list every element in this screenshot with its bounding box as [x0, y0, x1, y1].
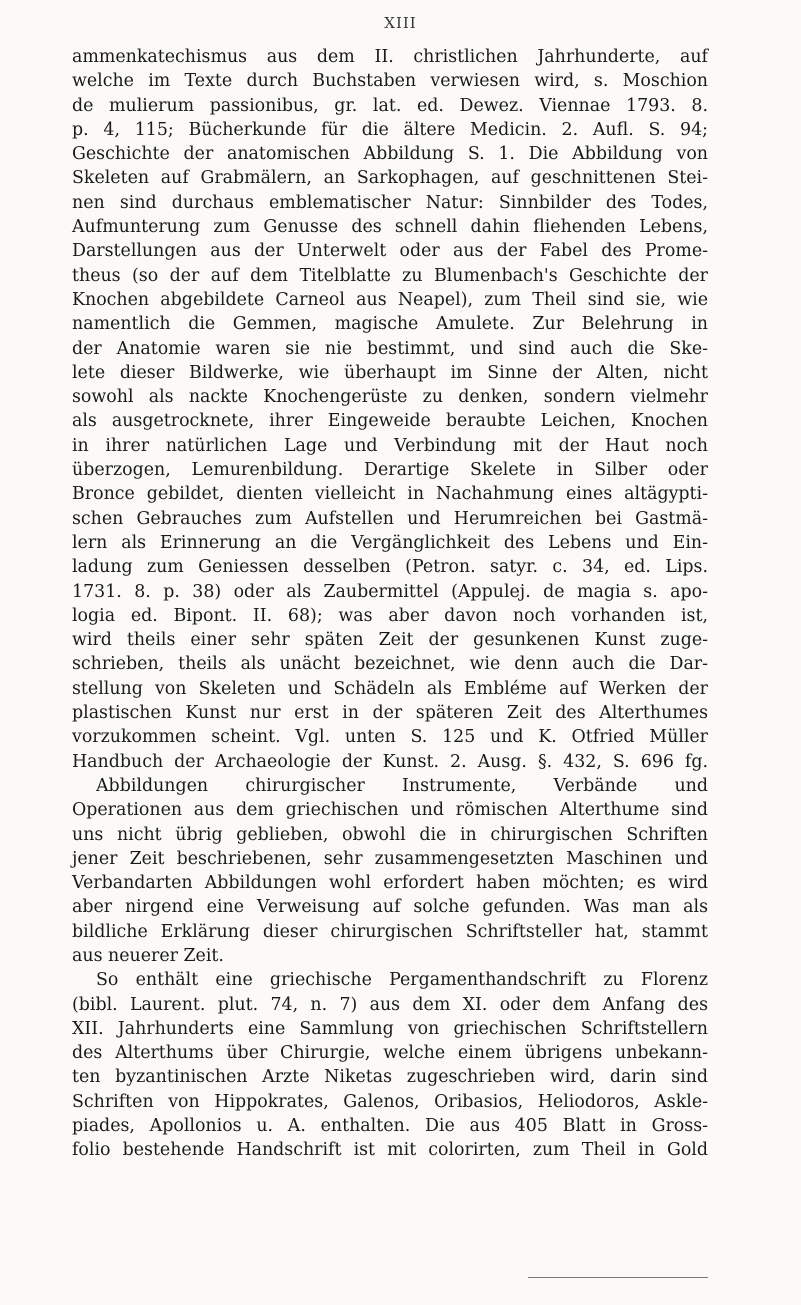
text-line: Operationen aus dem griechischen und römischen Alterthume sind — [72, 800, 708, 821]
text-line: stellung von Skeleten und Schädeln als Embléme auf Werken der — [72, 678, 708, 699]
text-line: Darstellungen aus der Unterwelt oder aus der Fabel des Prome- — [72, 241, 708, 262]
text-line: Bronce gebildet, dienten vielleicht in Nachahmung eines altägypti- — [72, 484, 708, 505]
text-line: folio bestehende Handschrift ist mit colorirten, zum Theil in Gold — [72, 1140, 708, 1161]
text-line: plastischen Kunst nur erst in der späteren Zeit des Alterthumes — [72, 703, 708, 724]
text-line: Schriften von Hippokrates, Galenos, Oribasios, Heliodoros, Askle- — [72, 1091, 708, 1112]
text-line: ammenkatechismus aus dem II. christlichen Jahrhunderte, auf — [72, 47, 708, 67]
text-line: ten byzantinischen Arzte Niketas zugeschrieben wird, darin sind — [72, 1067, 708, 1088]
text-line: lete dieser Bildwerke, wie überhaupt im Sinne der Alten, nicht — [72, 362, 708, 383]
text-line: jener Zeit beschriebenen, sehr zusammengesetzten Maschinen und — [72, 848, 708, 869]
text-line: nen sind durchaus emblematischer Natur: Sinnbilder des Todes, — [72, 192, 708, 213]
text-line: Aufmunterung zum Genusse des schnell dahin fliehenden Lebens, — [72, 217, 708, 238]
footer-rule — [528, 1277, 708, 1278]
text-line: logia ed. Bipont. II. 68); was aber davon noch vorhanden ist, — [72, 605, 708, 626]
text-line: Knochen abgebildete Carneol aus Neapel), zum Theil sind sie, wie — [72, 289, 708, 310]
text-line: bildliche Erklärung dieser chirurgischen Schriftsteller hat, stammt — [72, 921, 708, 942]
body-text — [72, 45, 708, 1163]
text-line: vorzukommen scheint. Vgl. unten S. 125 und K. Otfried Müller — [72, 727, 708, 748]
page-number: XIII — [384, 14, 417, 32]
text-line: theus (so der auf dem Titelblatte zu Blumenbach's Geschichte der — [72, 265, 708, 286]
text-line: piades, Apollonios u. A. enthalten. Die aus 405 Blatt in Gross- — [72, 1116, 708, 1137]
text-line: als ausgetrocknete, ihrer Eingeweide beraubte Leichen, Knochen — [72, 411, 708, 432]
text-line: p. 4, 115; Bücherkunde für die ältere Medicin. 2. Aufl. S. 94; — [72, 119, 708, 140]
text-line: Handbuch der Archaeologie der Kunst. 2. Ausg. §. 432, S. 696 fg. — [72, 751, 708, 772]
text-line: lern als Erinnerung an die Vergänglichkeit des Lebens und Ein- — [72, 532, 708, 553]
text-line: de mulierum passionibus, gr. lat. ed. Dewez. Viennae 1793. 8. — [72, 95, 708, 116]
text-line: Verbandarten Abbildungen wohl erfordert haben möchten; es wird — [72, 873, 708, 894]
text-line: 1731. 8. p. 38) oder als Zaubermittel (Appulej. de magia s. apo- — [72, 581, 708, 602]
text-line: ladung zum Geniessen desselben (Petron. satyr. c. 34, ed. Lips. — [72, 557, 708, 578]
text-line: der Anatomie waren sie nie bestimmt, und sind auch die Ske- — [72, 338, 708, 359]
text-line: in ihrer natürlichen Lage und Verbindung mit der Haut noch — [72, 435, 708, 456]
text-line: (bibl. Laurent. plut. 74, n. 7) aus dem XI. oder dem Anfang des — [72, 994, 708, 1015]
text-line: Geschichte der anatomischen Abbildung S. 1. Die Abbildung von — [72, 144, 708, 165]
text-line: schen Gebrauches zum Aufstellen und Herumreichen bei Gastmä- — [72, 508, 708, 529]
text-line: überzogen, Lemurenbildung. Derartige Skelete in Silber oder — [72, 460, 708, 481]
text-line: welche im Texte durch Buchstaben verwiesen wird, s. Moschion — [72, 71, 708, 92]
text-line: Abbildungen chirurgischer Instrumente, Verbände und — [96, 775, 708, 796]
text-line: XII. Jahrhunderts eine Sammlung von griechischen Schriftstellern — [72, 1018, 708, 1039]
text-line: des Alterthums über Chirurgie, welche einem übrigens unbekann- — [72, 1043, 708, 1064]
text-line: schrieben, theils als unächt bezeichnet, wie denn auch die Dar- — [72, 654, 708, 675]
text-line: uns nicht übrig geblieben, obwohl die in chirurgischen Schriften — [72, 824, 708, 845]
text-line: aus neuerer Zeit. — [72, 945, 224, 966]
text-line: So enthält eine griechische Pergamenthandschrift zu Florenz — [96, 970, 708, 991]
text-line: aber nirgend eine Verweisung auf solche gefunden. Was man als — [72, 897, 708, 918]
text-line: namentlich die Gemmen, magische Amulete. Zur Belehrung in — [72, 314, 708, 335]
text-line: sowohl als nackte Knochengerüste zu denken, sondern vielmehr — [72, 387, 708, 408]
text-line: wird theils einer sehr späten Zeit der gesunkenen Kunst zuge- — [72, 630, 708, 651]
text-line: Skeleten auf Grabmälern, an Sarkophagen, auf geschnittenen Stei- — [72, 168, 708, 189]
